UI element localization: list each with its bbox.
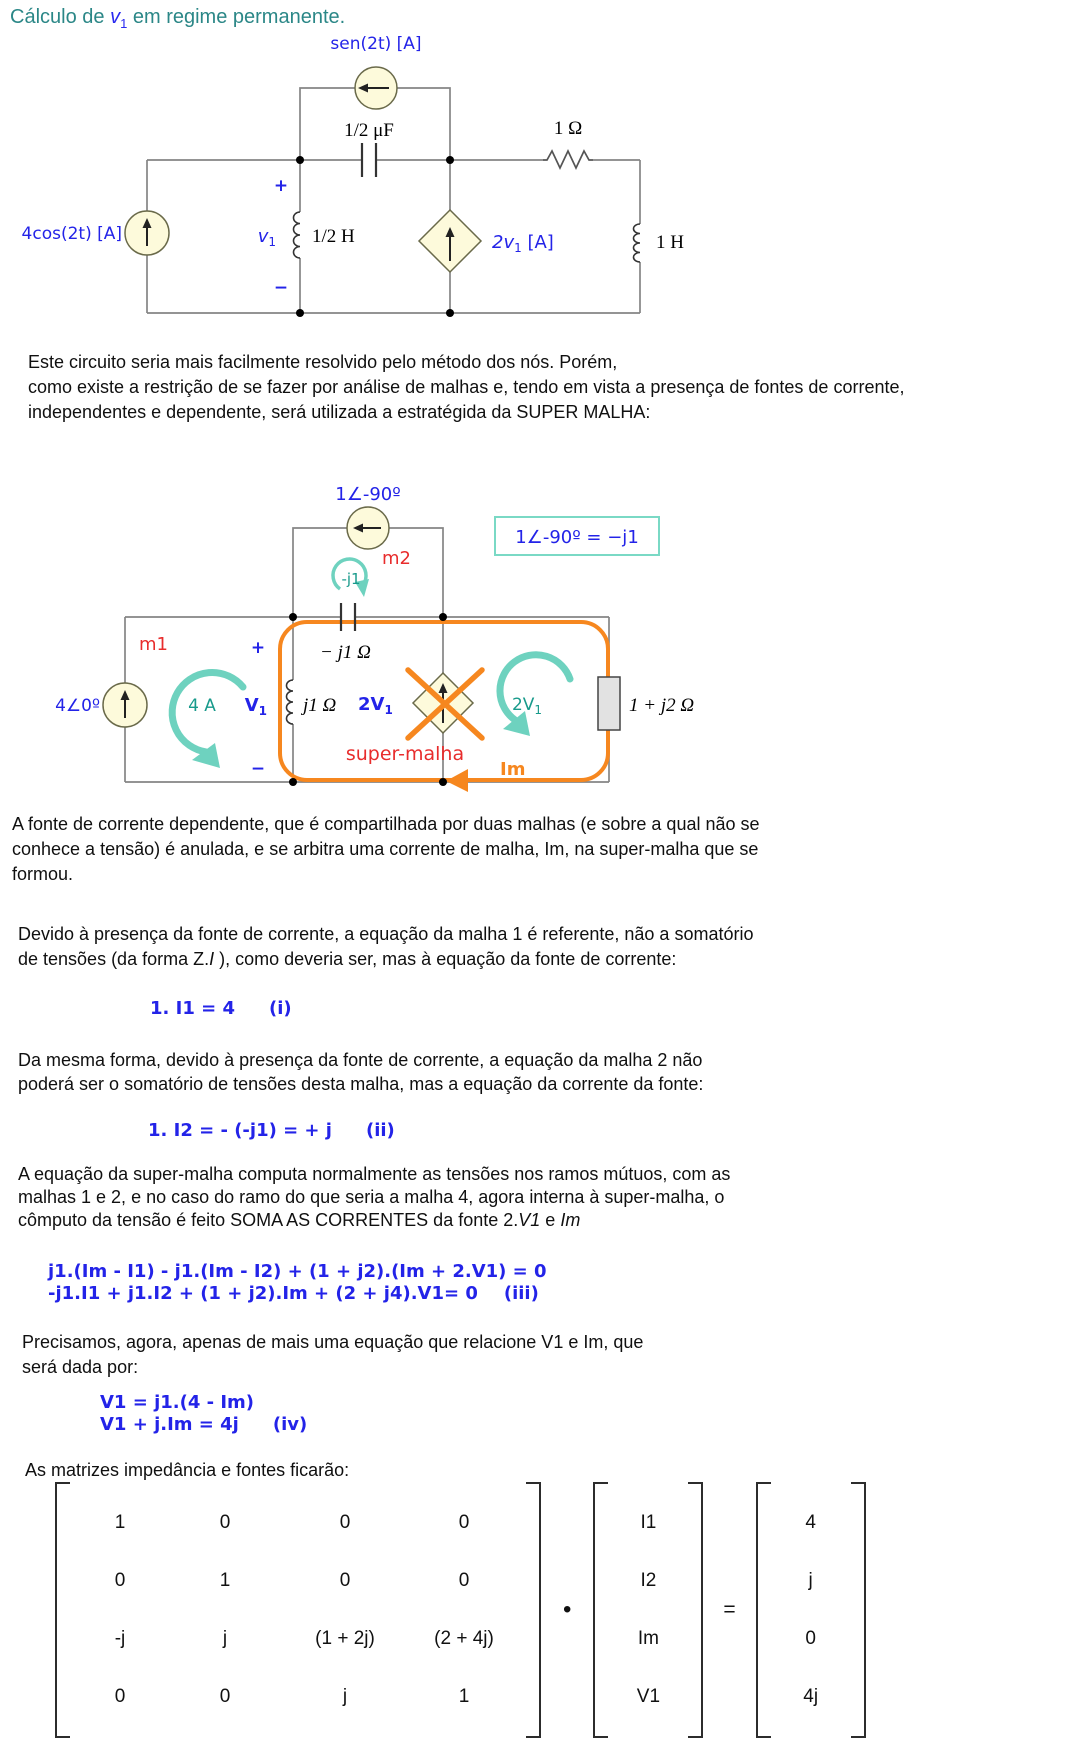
equation-tag: (ii) [365, 1120, 395, 1141]
label-minus: − [250, 759, 266, 779]
equation-tag: (iii) [503, 1283, 539, 1304]
page-title [10, 6, 345, 31]
label-plus: + [273, 176, 289, 196]
label-dep-source: $2v_1$ [A] [492, 232, 554, 255]
matrix-cell: 0 [219, 1686, 231, 1707]
text-part: e [540, 1210, 561, 1230]
text-part-italic: Im [560, 1210, 581, 1230]
label-v1: $V_1$ [244, 695, 267, 718]
label-minus: − [273, 278, 289, 298]
text-line: conhece a tensão) é anulada, e se arbitra uma corrente de malha, Im, na super-malha que se [12, 839, 759, 859]
dependent-source-nulled-icon [408, 670, 482, 738]
paragraph-supermesh-eq [18, 1163, 730, 1232]
text-line: independentes e dependente, será utilizada a estratégida da SUPER MALHA: [28, 402, 651, 422]
text-line: A equação da super-malha computa normalmente as tensões nos ramos mútuos, com as [18, 1164, 731, 1184]
matrix-cell: 0 [114, 1686, 126, 1707]
title-pre: Cálculo de [10, 6, 111, 28]
capacitor-symbol [362, 143, 376, 177]
paragraph-intro [28, 350, 904, 425]
label-left-source: 4∠0º [55, 696, 100, 716]
text-line: Devido à presença da fonte de corrente, a equação da malha 1 é referente, não a somatório [18, 924, 754, 944]
text-line: malhas 1 e 2, e no caso do ramo do que seria a malha 4, agora interna à super-malha, o [18, 1187, 725, 1207]
note-box-text: 1∠-90º = −j1 [515, 527, 639, 548]
equation-iv [100, 1392, 307, 1436]
text-part-italic: V1 [518, 1210, 541, 1230]
label-capacitor: 1/2 μF [344, 120, 394, 141]
label-ind-impedance: j1 Ω [303, 695, 337, 716]
label-im: Im [500, 759, 526, 780]
label-cap-impedance: − j1 Ω [320, 642, 371, 663]
label-mesh-2v1: $2V_1$ [511, 695, 543, 717]
matrix-cell: 1 [219, 1570, 231, 1591]
circuit-diagram-time-domain [0, 30, 1092, 350]
equation-tag: (iv) [272, 1414, 308, 1435]
matrix-cell: 0 [339, 1570, 351, 1591]
text-part: cômputo da tensão é feito SOMA AS CORRENTES da fonte 2. [18, 1210, 519, 1230]
matrix-cell: 1 [114, 1512, 126, 1533]
text-line: Este circuito seria mais facilmente resolvido pelo método dos nós. Porém, [28, 352, 618, 372]
cosine-current-source-icon [125, 211, 169, 255]
vector-cell: Im [637, 1628, 659, 1649]
equation-text: 1. I2 = - (-j1) = + j [148, 1120, 332, 1141]
text-line [18, 947, 753, 972]
bracket-right [526, 1482, 541, 1738]
matrix-cell: j [222, 1628, 228, 1649]
rhs-vector [756, 1482, 866, 1738]
phasor-current-source-left-icon [103, 683, 147, 727]
impedance-box-symbol [598, 677, 620, 730]
title-var: v [110, 6, 121, 28]
label-supermesh: super-malha [345, 743, 465, 765]
matrix-cell: 0 [458, 1512, 470, 1533]
paragraph-mesh1 [18, 922, 753, 972]
equation-i [150, 998, 292, 1019]
text-line: será dada por: [22, 1357, 139, 1377]
resistor-symbol [543, 151, 593, 168]
inductor-symbol-right [634, 224, 641, 262]
bracket-right [688, 1482, 703, 1738]
paragraph-matrices: As matrizes impedância e fontes ficarão: [25, 1460, 350, 1480]
matrix-cell: (1 + 2j) [315, 1628, 375, 1649]
paragraph-mesh2 [18, 1048, 703, 1096]
text-line [18, 1209, 730, 1232]
matrix-cell: 0 [458, 1570, 470, 1591]
equals-sign: = [723, 1598, 736, 1621]
text-line: formou. [12, 864, 74, 884]
text-line: poderá ser o somatório de tensões desta malha, mas a equação da corrente da fonte: [18, 1074, 704, 1094]
vector-cell: V1 [636, 1686, 661, 1707]
title-var-sub: 1 [120, 16, 128, 31]
bracket-left [756, 1482, 771, 1738]
supermesh-arrow-icon [446, 769, 468, 792]
matrix-cell: (2 + 4j) [434, 1628, 494, 1649]
label-impedance: 1 + j2 Ω [629, 695, 695, 716]
capacitor-symbol [341, 603, 355, 631]
bracket-right [851, 1482, 866, 1738]
text-part: ), como deveria ser, mas à equação da fonte de corrente: [214, 949, 677, 969]
title-post: em regime permanente. [127, 6, 346, 28]
matrix-cell: 1 [458, 1686, 470, 1707]
label-sen-source: sen(2t) [A] [330, 34, 422, 54]
mesh1-current-arrow-icon [172, 672, 243, 768]
label-dep-source: $2V_1$ [358, 694, 393, 717]
vector-cell: 4 [805, 1512, 816, 1533]
text-line: Da mesma forma, devido à presença da fonte de corrente, a equação da malha 2 não [18, 1050, 703, 1070]
label-resistor: 1 Ω [553, 118, 583, 139]
text-line: A fonte de corrente dependente, que é compartilhada por duas malhas (e sobre a qual não se [12, 814, 760, 834]
bracket-left [55, 1482, 70, 1738]
matrix-cell: -j [114, 1628, 126, 1649]
matrix-cell: 0 [339, 1512, 351, 1533]
matrix-cell: j [342, 1686, 348, 1707]
paragraph-relation [22, 1330, 643, 1380]
unknowns-vector [593, 1482, 703, 1738]
equation-ii [148, 1120, 395, 1141]
equation-tag: (i) [269, 998, 292, 1019]
label-m2: m2 [382, 548, 411, 569]
label-m2-current: -j1 [341, 570, 361, 588]
equation-line: j1.(Im - I1) - j1.(Im - I2) + (1 + j2).(Im + 2.V1) = 0 [48, 1261, 547, 1282]
equation-line [48, 1283, 547, 1305]
text-part-italic: I [209, 949, 215, 969]
equation-text: V1 + j.Im = 4j [100, 1414, 239, 1435]
phasor-note-box [495, 517, 659, 555]
label-m1: m1 [139, 634, 168, 655]
label-plus: + [250, 638, 266, 658]
matrix-equation [55, 1482, 866, 1738]
supermesh-current-arrow-icon [500, 655, 570, 736]
matrix-cell: 0 [219, 1512, 231, 1533]
vector-cell: 4j [803, 1686, 819, 1707]
text-line: como existe a restrição de se fazer por análise de malhas e, tendo em vista a presença de fontes de corrente, [28, 377, 905, 397]
paragraph-dependent-source [12, 812, 760, 887]
vector-cell: 0 [805, 1628, 816, 1649]
equation-text: 1. I1 = 4 [150, 998, 235, 1019]
bracket-left [593, 1482, 608, 1738]
equation-line: V1 = j1.(4 - Im) [100, 1392, 255, 1413]
matrix-cell: 0 [114, 1570, 126, 1591]
multiply-dot: • [563, 1596, 572, 1623]
label-cos-source: 4cos(2t) [A] [21, 224, 122, 244]
equation-iii [48, 1261, 547, 1305]
equation-text: -j1.I1 + j1.I2 + (1 + j2).Im + (2 + j4).V1= 0 [48, 1283, 478, 1304]
impedance-matrix [55, 1482, 541, 1738]
vector-cell: I2 [640, 1570, 657, 1591]
vector-cell: I1 [640, 1512, 657, 1533]
text-part: de tensões (da forma Z. [18, 949, 210, 969]
text-line: Precisamos, agora, apenas de mais uma equação que relacione V1 e Im, que [22, 1332, 644, 1352]
dependent-current-source-icon [419, 210, 481, 272]
vector-cell: j [808, 1570, 813, 1591]
circuit-diagram-phasor-supermesh [0, 420, 1092, 800]
label-right-inductor: 1 H [656, 232, 684, 253]
label-m1-current: 4 A [188, 696, 216, 716]
label-top-source: 1∠-90º [335, 484, 401, 505]
label-mid-inductor: 1/2 H [312, 226, 355, 247]
label-v1: $v_1$ [257, 226, 276, 249]
equation-line [100, 1414, 307, 1436]
inductor-symbol-mid [294, 212, 301, 258]
sine-current-source-icon [355, 67, 397, 109]
phasor-current-source-top-icon [347, 507, 389, 549]
inductor-symbol [287, 680, 294, 724]
